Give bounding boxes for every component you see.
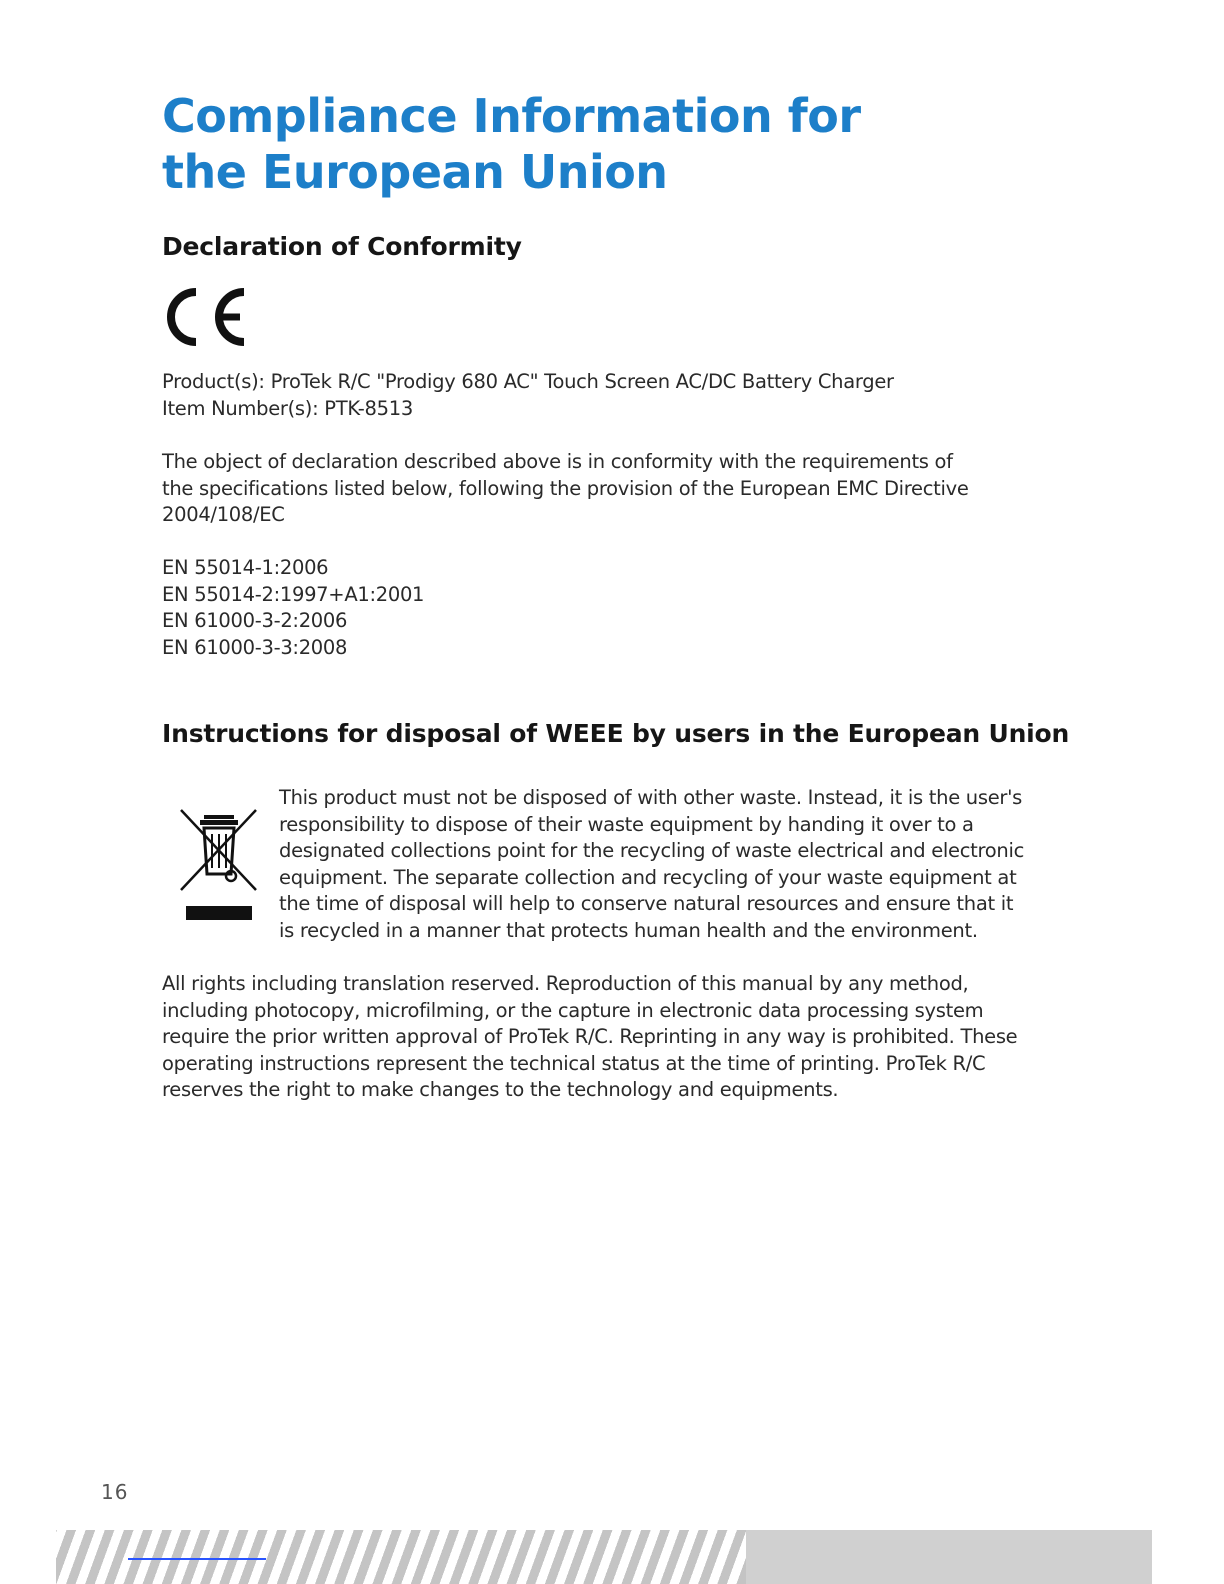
conformity-line: the specifications listed below, following the provision of the European EMC Directive [162, 476, 969, 500]
weee-line: equipment. The separate collection and recycling of your waste equipment at [279, 865, 1017, 889]
conformity-statement [162, 449, 969, 529]
weee-line: responsibility to dispose of their waste equipment by handing it over to a [279, 812, 974, 836]
footer-stripe-bar [56, 1530, 1152, 1584]
declaration-heading: Declaration of Conformity [162, 232, 522, 261]
rights-line: including photocopy, microfilming, or the capture in electronic data processing system [162, 998, 984, 1022]
page-number: 16 [101, 1480, 129, 1504]
weee-instructions [279, 785, 1024, 945]
conformity-line: The object of declaration described above is in conformity with the requirements of [162, 450, 953, 473]
rights-notice [162, 971, 1017, 1104]
crossed-out-wheelie-bin-icon [176, 806, 262, 930]
page-title-line-1: Compliance Information for [162, 89, 861, 143]
weee-line: the time of disposal will help to conserve natural resources and ensure that it [279, 892, 1014, 916]
footer-stripes [56, 1530, 746, 1584]
standards-list [162, 555, 424, 661]
product-line: Product(s): ProTek R/C "Prodigy 680 AC" Touch Screen AC/DC Battery Charger [162, 370, 894, 393]
standard-item: EN 61000-3-2:2006 [162, 609, 348, 633]
rights-line: operating instructions represent the technical status at the time of printing. ProTek R/C [162, 1051, 986, 1075]
rights-line: All rights including translation reserved. Reproduction of this manual by any method, [162, 972, 969, 995]
ce-mark-icon [160, 284, 252, 354]
product-info [162, 369, 894, 422]
page-title [162, 88, 1062, 200]
rights-line: require the prior written approval of ProTek R/C. Reprinting in any way is prohibited. These [162, 1025, 1018, 1049]
weee-heading: Instructions for disposal of WEEE by users in the European Union [162, 719, 1070, 748]
conformity-line: 2004/108/EC [162, 503, 285, 527]
footer-link-underline [128, 1558, 266, 1560]
rights-line: reserves the right to make changes to the technology and equipments. [162, 1078, 839, 1102]
item-number-line: Item Number(s): PTK-8513 [162, 396, 413, 420]
standard-item: EN 61000-3-3:2008 [162, 635, 348, 659]
weee-line: This product must not be disposed of with other waste. Instead, it is the user's [279, 786, 1023, 809]
standard-item: EN 55014-1:2006 [162, 556, 329, 579]
weee-line: designated collections point for the recycling of waste electrical and electronic [279, 839, 1025, 863]
page-title-line-2: the European Union [162, 145, 668, 199]
standard-item: EN 55014-2:1997+A1:2001 [162, 582, 425, 606]
weee-line: is recycled in a manner that protects human health and the environment. [279, 918, 978, 942]
